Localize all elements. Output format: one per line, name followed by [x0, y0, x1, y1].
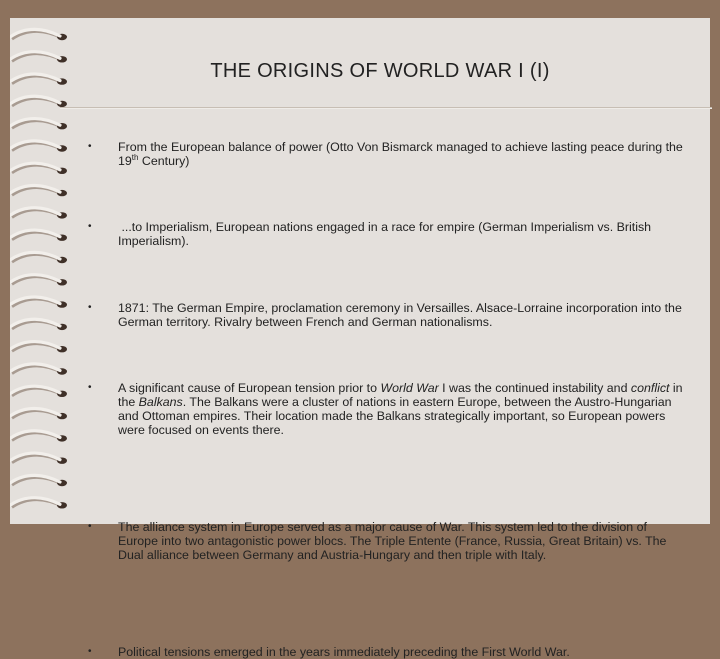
bullet-marker: • — [88, 646, 92, 657]
slide-title: THE ORIGINS OF WORLD WAR I (I) — [210, 60, 550, 82]
bullet-item: • 1871: The German Empire, proclamation ceremony in Versailles. Alsace-Lorraine incorporation into the German territory. Rivalry between French and German nationalisms. — [88, 301, 682, 329]
bullet-marker: • — [88, 221, 92, 232]
bullet-item: • The alliance system in Europe served as a major cause of War. This system led to the division of Europe into two antagonistic power blocs. The Triple Entente (France, Russia, Great Britain) vs. The Dual alliance between Germany and Austria-Hungary and then triple with Italy. — [88, 520, 667, 562]
bullet-marker: • — [88, 302, 92, 313]
bullet-marker: • — [88, 382, 92, 393]
bullet-list — [88, 140, 688, 659]
bullet-item: • ...to Imperialism, European nations engaged in a race for empire (German Imperialism vs. British Imperialism). — [88, 220, 655, 248]
title-divider — [60, 107, 712, 109]
bullet-item: • Political tensions emerged in the years immediately preceding the First World War. — [88, 645, 570, 659]
bullet-marker: • — [88, 141, 92, 152]
bullet-item: • A significant cause of European tension prior to World War I was the continued instability and conflict in the Balkans. The Balkans were a cluster of nations in eastern Europe, between the Austro-Hungarian and Ottoman empires. Their location made the Balkans strategically important, so European powers were focused on events there. — [88, 381, 683, 437]
bullet-item: • From the European balance of power (Otto Von Bismarck managed to achieve lasting peace during the 19th Century) — [88, 140, 683, 168]
bullet-marker: • — [88, 521, 92, 532]
